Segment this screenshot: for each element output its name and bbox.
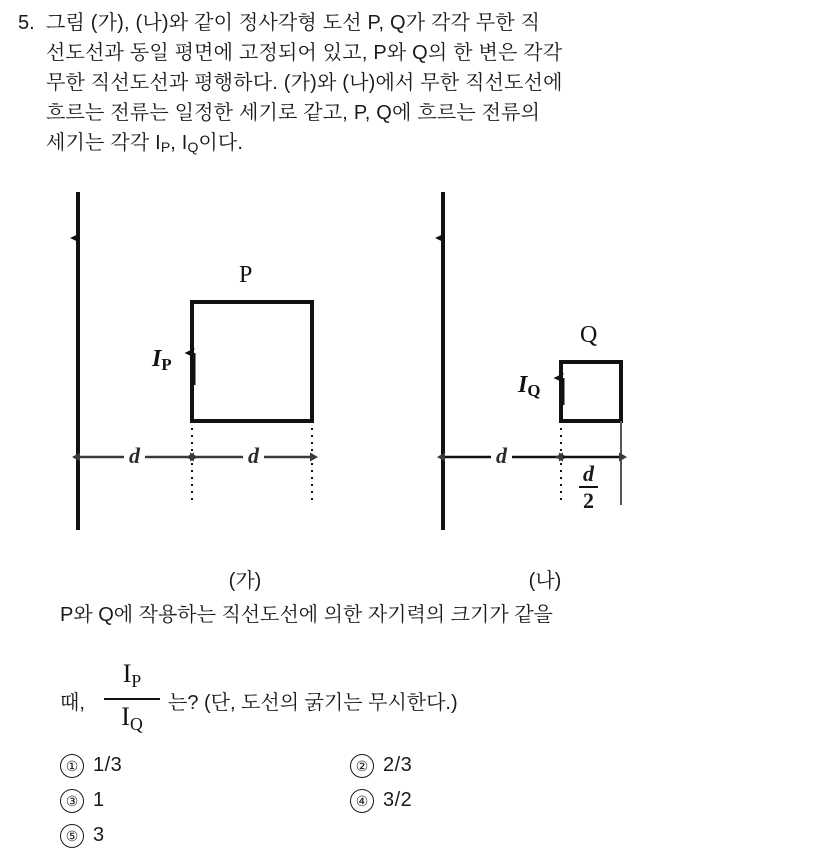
- choice-marker-3: ③: [60, 789, 84, 813]
- tail-when-label: 때,: [60, 692, 85, 714]
- fraction-denominator: 2: [583, 488, 594, 513]
- ratio-numerator-symbol: I: [122, 659, 132, 688]
- ratio-denominator: [104, 700, 160, 740]
- choice-row: [60, 783, 800, 818]
- figure-drawing: [0, 180, 826, 580]
- current-label-p-subscript: P: [161, 355, 172, 375]
- ratio-numerator: [104, 658, 160, 700]
- stem-current-subscript-q: Q: [187, 139, 199, 156]
- stem-current-subscript-p: P: [160, 139, 171, 156]
- current-label-p-symbol: I: [152, 346, 162, 372]
- loop-label-p: P: [239, 262, 253, 288]
- choice-marker-5: ⑤: [60, 824, 84, 848]
- stem-line-currents: [46, 128, 808, 162]
- choice-marker-1: ①: [60, 754, 84, 778]
- choice-text-4: 3/2: [383, 789, 413, 811]
- stem-currents-mid: , I: [170, 132, 188, 154]
- tail-condition-line: P와 Q에 작용하는 직선도선에 의한 자기력의 크기가 같을: [60, 604, 553, 626]
- choice-marker-4: ④: [350, 789, 374, 813]
- choice-option-4[interactable]: [350, 789, 640, 813]
- dimension-label-b2-fraction: [576, 462, 601, 514]
- stem-line: 선도선과 동일 평면에 고정되어 있고, P와 Q의 한 변은 각각: [46, 42, 563, 64]
- question-number: 5.: [18, 12, 35, 34]
- current-label-q: [518, 372, 540, 401]
- stem-body: [46, 8, 808, 162]
- question-tail: [60, 600, 820, 734]
- current-label-q-subscript: Q: [527, 381, 541, 401]
- ratio-denominator-subscript: Q: [129, 713, 143, 734]
- choice-option-3[interactable]: [60, 789, 350, 813]
- physics-figure: [0, 180, 826, 592]
- stem-line: 흐르는 전류는 일정한 세기로 같고, P, Q에 흐르는 전류의: [46, 102, 541, 124]
- stem-currents-suffix: 이다.: [198, 132, 244, 154]
- fraction-numerator: d: [579, 462, 598, 488]
- choice-text-3: 1: [93, 789, 105, 811]
- stem-line: 무한 직선도선과 평행하다. (가)와 (나)에서 무한 직선도선에: [46, 72, 563, 94]
- tail-question-rest: 는? (단, 도선의 굵기는 무시한다.): [168, 692, 458, 714]
- choice-text-2: 2/3: [383, 754, 413, 776]
- square-loop-q: [561, 362, 621, 421]
- tail-ratio-row: [60, 630, 820, 734]
- choice-row: [60, 818, 800, 853]
- loop-label-q: Q: [580, 322, 598, 348]
- choice-option-5[interactable]: [60, 824, 350, 848]
- answer-choices: [60, 748, 800, 853]
- choice-option-1[interactable]: [60, 754, 350, 778]
- dimension-label-a1: d: [124, 443, 145, 469]
- choice-text-5: 3: [93, 824, 105, 846]
- choice-option-2[interactable]: [350, 754, 640, 778]
- ratio-numerator-subscript: P: [131, 670, 142, 691]
- square-loop-p: [192, 302, 312, 421]
- question-stem: [18, 8, 808, 162]
- stem-first-row: [18, 8, 808, 162]
- stem-line: 그림 (가), (나)와 같이 정사각형 도선 P, Q가 각각 무한 직: [46, 12, 541, 34]
- panel-caption-a: (가): [228, 570, 262, 592]
- current-label-q-symbol: I: [518, 372, 528, 398]
- current-label-p: [152, 346, 172, 375]
- choice-row: [60, 748, 800, 783]
- dimension-label-a2: d: [243, 443, 264, 469]
- current-ratio-fraction: [104, 658, 160, 740]
- ratio-denominator-symbol: I: [121, 701, 130, 731]
- stem-currents-prefix: 세기는 각각 I: [46, 132, 161, 154]
- panel-caption-b: (나): [528, 570, 562, 592]
- choice-marker-2: ②: [350, 754, 374, 778]
- choice-text-1: 1/3: [93, 754, 123, 776]
- dimension-label-b1: d: [491, 443, 512, 469]
